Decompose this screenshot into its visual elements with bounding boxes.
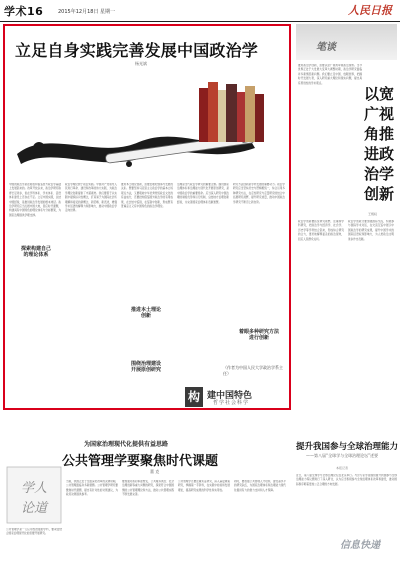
lower-text-col-0: 公共管理学是一门应用性很强的学科，要紧密结合国家治理现代化的需要开展研究。 xyxy=(6,528,62,536)
feature-column-5: 研究方法创新是学科发展的重要动力。政治学研究应当坚持历史与逻辑相统一，综合运用多种研究方法，在定性研究与定量研究的结合中拓展研究视野，提升研究质量，推动中国政治学研究不断迈上新台阶。 xyxy=(233,183,285,204)
commentary-text-upper: 推进政治学创新，需要以宽广视角审视政治现象。当今世界正处于大发展大变革大调整时期，政治学研究面临许多新情况新问题。我们要立足中国、放眼世界，把握时代发展大势，深入研究重大理论和现实问题，提出具有原创性的学术观点。 xyxy=(298,64,362,85)
brief-headline: 提升我国参与全球治理能力 xyxy=(296,442,399,452)
brief-section-logo: 信息快递 xyxy=(340,540,380,551)
lower-headline: 公共管理学要聚焦时代课题 xyxy=(62,454,219,469)
brief-byline: 本报记者 xyxy=(336,466,349,470)
section-label: 学术16 xyxy=(4,5,44,18)
series-logo-line2: 哲学社会科学 xyxy=(213,400,250,406)
series-logo-mark: 构 xyxy=(185,387,203,407)
commentary-text-col-1: 政治学创新要拓宽研究视野，注重跨学科研究，把政治学与经济学、社会学、历史学等学科结合起来，形成综合研究的合力，更好地解释复杂的政治现象，回应人民群众关切。 xyxy=(298,220,344,241)
lower-text-col-3: 公共管理学还要注重实证研究，深入基层调查研究，掌握第一手资料，在实践中检验和发展理论，提高研究成果的科学性和实用性。 xyxy=(178,480,230,492)
commentary-vertical-headline: 以宽广视角推进政治学创新 xyxy=(364,85,395,203)
subhead-2: 推进本土理论创新 xyxy=(130,307,161,319)
feature-column-2: 政治学理论源于政治实践。中国共产党领导人民进行革命、建设和改革的伟大实践，为政治学理论创新提供了丰富素材。我们要善于从实践中提炼标识性概念，打造易于为国际社会所理解和接受的新概念、新范畴、新表述，增强学术话语的解释力和影响力，推动中国政治学走向世界。 xyxy=(65,183,117,213)
lower-text-col-1: 当前，我国正处于全面深化改革的关键时期，公共管理面临许多新课题。公共管理学研究要聚焦时代课题，提出有针对性的对策建议，为政府决策提供参考。 xyxy=(66,480,118,497)
brush-and-books-illustration xyxy=(9,68,287,178)
subhead-4: 着眼多种研究方法进行创新 xyxy=(238,329,279,341)
series-logo-line1: 建中国特色 xyxy=(207,391,253,401)
feature-column-1: 中国的政治学是在吸收和借鉴西方政治学基础上发展起来的。改革开放以来，政治学研究取得长足进步，但在学科体系、学术体系、话语体系建设上还存在不足。立足中国实践，总结中国经验，是推进政治学发展的根本途径。政治学研究应当扎根中国大地，回应时代课题，构建具有中国特色的理论体系与分析框架，为国家治理提供学理支撑。 xyxy=(9,183,61,217)
svg-text:学人: 学人 xyxy=(20,481,48,496)
commentary-text-col-2: 政治学创新还要加强国际交流，积极参与国际学术对话，在交流互鉴中展示中国政治学的研究成果，提升中国学术的国际话语权和影响力，为人类政治文明进步作出贡献。 xyxy=(348,220,394,241)
commentary-byline: 王炳权 xyxy=(368,212,378,216)
feature-headline: 立足自身实践完善发展中国政治学 xyxy=(15,41,259,60)
lower-kicker: 为国家治理现代化提供有益思路 xyxy=(84,441,169,448)
lower-text-col-2: 要加强对政府职能转变、公共服务供给、社会治理创新等重大问题的研究，探索符合中国国情的公共管理理论和方法，推动公共管理实践不断发展完善。 xyxy=(122,480,174,497)
dateline: 2015年12月18日 星期一 xyxy=(58,9,116,15)
page-header xyxy=(0,0,400,22)
right-commentary xyxy=(296,24,397,410)
series-logo xyxy=(185,387,285,407)
author-note: （作者为中国人民大学政治学系主任） xyxy=(223,365,283,376)
commentary-label: 笔谈 xyxy=(316,42,336,53)
subhead-1: 探索构建自己的理论体系 xyxy=(21,246,52,258)
masthead-logo: 人民日报 xyxy=(348,4,392,17)
lower-text-col-4: 同时，要加强公共管理人才培养，建设高水平的研究队伍，为国家治理体系和治理能力现代化提供有力的智力支持和人才保障。 xyxy=(234,480,286,492)
feature-column-4: 治理是当代政治学研究的重要主题。围绕国家治理体系和治理能力现代化开展原创研究，是中国政治学的重要使命。应当深入研究中国治理的制度优势和运行机制，总结地方治理创新经验，为完善国家治理体系贡献智慧。 xyxy=(177,183,229,204)
xuerenlundao-seal-logo xyxy=(6,466,62,524)
brief-subtitle: ——第八届“全球学与全球治理论坛”述要 xyxy=(306,453,379,458)
lower-byline: 董 克 xyxy=(150,469,160,474)
svg-text:论道: 论道 xyxy=(20,501,48,516)
brief-text: 近日，第八届全球学与全球治理论坛在北京举行。与会专家学者围绕提升我国参与全球治理能力等议题进行了深入研讨，认为应当积极参与全球治理体系改革和建设，推动国际秩序朝着更加公正合理的方向发展。 xyxy=(296,474,397,486)
feature-byline: 杨光斌 xyxy=(135,61,147,66)
feature-column-3: 推进本土理论创新，需要处理好继承与发展的关系。既要坚持马克思主义政治学的基本立场观点方法，又要吸收中华优秀传统政治文化的有益成分，还要批判借鉴国外政治学的有用成果，在比较中鉴别，在鉴别中创新，形成既有普遍意义又有中国特色的政治学理论。 xyxy=(121,183,173,209)
feature-body xyxy=(9,183,287,408)
subhead-3: 围绕治理建设开展原创研究 xyxy=(130,361,161,373)
feature-article xyxy=(3,24,291,410)
commentary-banner xyxy=(296,24,397,60)
